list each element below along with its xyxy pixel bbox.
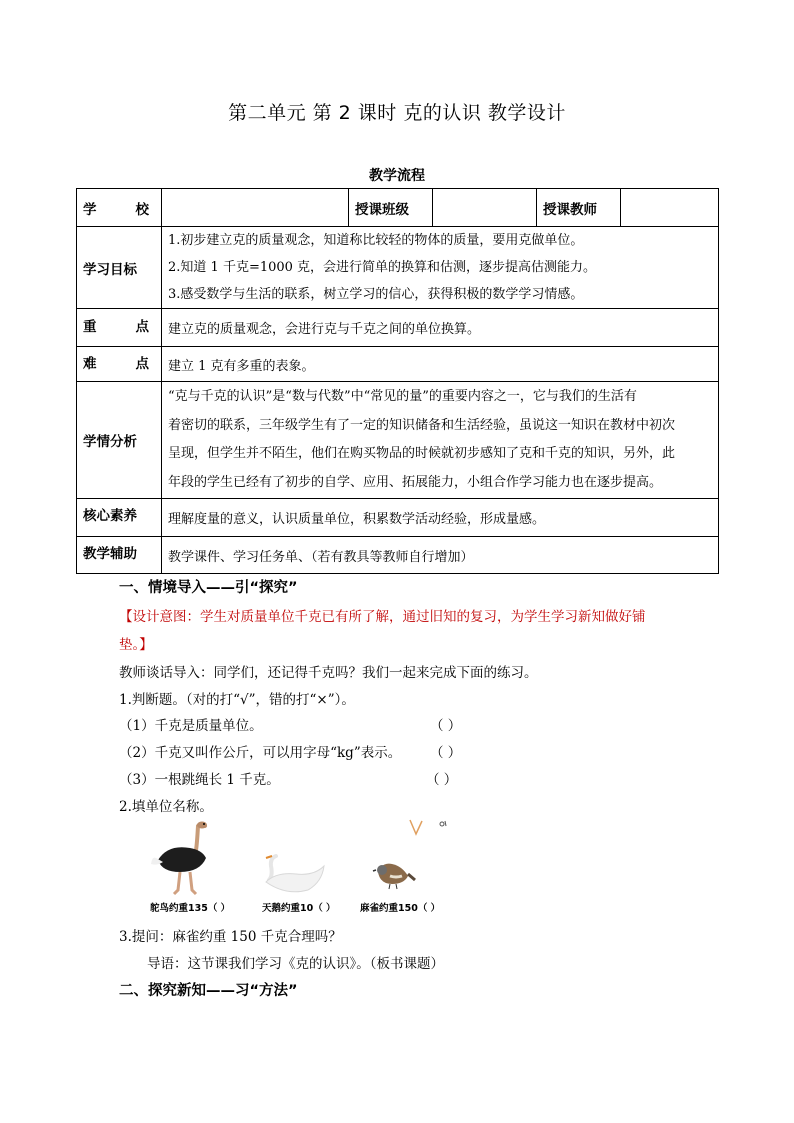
design-intent-line: 垫。】 — [119, 637, 153, 653]
analysis-line: 着密切的联系，三年级学生有了一定的知识储备和生活经验，虽说这一知识在教材中初次 — [168, 417, 676, 433]
judge-item: （1）千克是质量单位。 — [119, 718, 263, 734]
sparrow-icon — [372, 858, 416, 892]
key-label: 重 点 — [77, 309, 162, 347]
section2-heading: 二、探究新知——习“方法” — [119, 983, 298, 999]
answer-blank: （ ） — [430, 718, 462, 734]
section1-heading: 一、情境导入——引“探究” — [119, 580, 298, 596]
key-content: 建立克的质量观念，会进行克与千克之间的单位换算。 — [162, 309, 719, 347]
goals-label: 学习目标 — [77, 227, 162, 309]
goal-item: 3.感受数学与生活的联系，树立学习的信心，获得积极的数学学习情感。 — [168, 287, 584, 302]
teacher-label: 授课教师 — [537, 189, 621, 227]
difficulty-label: 难 点 — [77, 347, 162, 382]
goals-content — [162, 227, 719, 309]
document-title: 第二单元 第 2 课时 克的认识 教学设计 — [228, 102, 566, 124]
class-value — [433, 189, 537, 227]
flow-title: 教学流程 — [369, 168, 425, 184]
scribble-icon — [408, 818, 448, 840]
class-label: 授课班级 — [349, 189, 433, 227]
aids-label: 教学辅助 — [77, 537, 162, 574]
design-intent-line: 【设计意图：学生对质量单位千克已有所了解，通过旧知的复习，为学生学习新知做好铺 — [119, 609, 646, 625]
school-value — [162, 189, 349, 227]
question-1: 1.判断题。（对的打“√”，错的打“×”）。 — [119, 692, 355, 708]
analysis-line: “克与千克的认识”是“数与代数”中“常见的量”的重要内容之一，它与我们的生活有 — [168, 389, 637, 404]
question-3: 3.提问：麻雀约重 150 千克合理吗？ — [119, 929, 342, 945]
literacy-label: 核心素养 — [77, 499, 162, 537]
ostrich-icon — [150, 820, 220, 898]
goal-item: 1.初步建立克的质量观念，知道称比较轻的物体的质量，要用克做单位。 — [168, 233, 584, 248]
judge-item: （2）千克又叫作公斤，可以用字母“kg”表示。 — [119, 745, 402, 761]
question-2: 2.填单位名称。 — [119, 799, 213, 815]
animal-label: 天鹅约重10（ ） — [262, 903, 336, 914]
judge-item: （3）一根跳绳长 1 千克。 — [119, 772, 280, 788]
school-label: 学 校 — [77, 189, 162, 227]
guide-text: 导语：这节课我们学习《克的认识》。（板书课题） — [147, 956, 444, 972]
analysis-line: 呈现，但学生并不陌生，他们在购买物品的时候就初步感知了克和千克的知识，另外，此 — [168, 446, 676, 461]
literacy-content: 理解度量的意义，认识质量单位，积累数学活动经验，形成量感。 — [162, 499, 719, 537]
answer-blank: （ ） — [430, 745, 462, 761]
teacher-value — [621, 189, 719, 227]
goal-item: 2.知道 1 千克=1000 克，会进行简单的换算和估测，逐步提高估测能力。 — [168, 260, 597, 275]
analysis-content — [162, 382, 719, 499]
animal-label: 麻雀约重150（ ） — [360, 903, 441, 914]
swan-icon — [262, 852, 326, 898]
analysis-label: 学情分析 — [77, 382, 162, 499]
aids-content: 教学课件、学习任务单、（若有教具等教师自行增加） — [162, 537, 719, 574]
animal-label: 鸵鸟约重135（ ） — [150, 903, 231, 914]
answer-blank: （ ） — [426, 772, 458, 788]
intro-text: 教师谈话导入：同学们，还记得千克吗？我们一起来完成下面的练习。 — [119, 665, 538, 681]
analysis-line: 年段的学生已经有了初步的自学、应用、拓展能力，小组合作学习能力也在逐步提高。 — [168, 474, 663, 490]
difficulty-content: 建立 1 克有多重的表象。 — [162, 347, 719, 382]
lesson-plan-table — [76, 188, 719, 574]
